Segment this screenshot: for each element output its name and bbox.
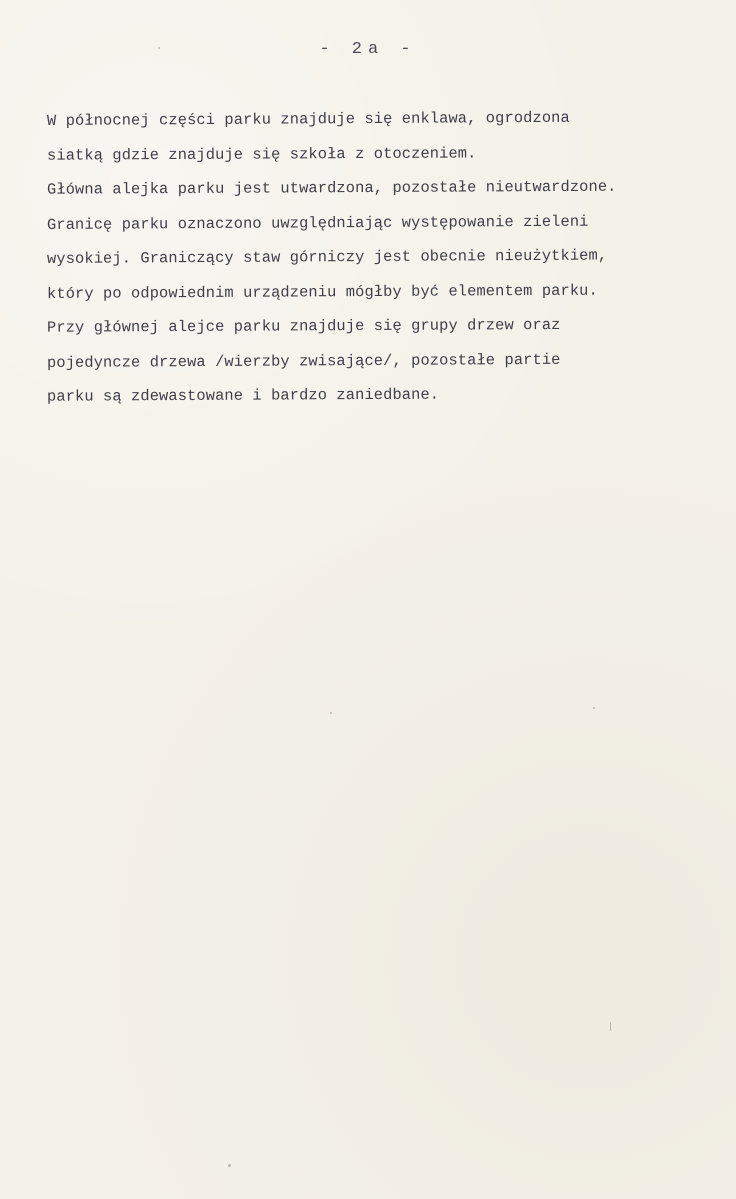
text-line: W północnej części parku znajduje się enklawa, ogrodzona bbox=[46, 108, 570, 130]
paper-speck bbox=[158, 47, 160, 49]
text-line: wysokiej. Graniczący staw górniczy jest obecnie nieużytkiem, bbox=[46, 246, 608, 268]
text-line: parku są zdewastowane i bardzo zaniedbane. bbox=[46, 385, 440, 406]
paper-speck bbox=[610, 1022, 611, 1031]
text-line: Przy głównej alejce parku znajduje się grupy drzew oraz bbox=[46, 315, 561, 337]
text-line: Granicę parku oznaczono uwzględniając występowanie zieleni bbox=[46, 212, 589, 234]
paper-speck bbox=[330, 712, 332, 714]
text-line: Główna alejka parku jest utwardzona, pozostałe nieutwardzone. bbox=[46, 177, 617, 199]
paper-speck bbox=[593, 707, 595, 709]
body-text bbox=[47, 102, 687, 413]
paper-speck bbox=[228, 1164, 231, 1167]
page-number: - 2a - bbox=[319, 40, 417, 59]
text-line: pojedyncze drzewa /wierzby zwisające/, pozostałe partie bbox=[46, 350, 561, 372]
text-line: siatką gdzie znajduje się szkoła z otoczeniem. bbox=[46, 143, 477, 165]
text-line: który po odpowiednim urządzeniu mógłby być elementem parku. bbox=[46, 281, 598, 303]
